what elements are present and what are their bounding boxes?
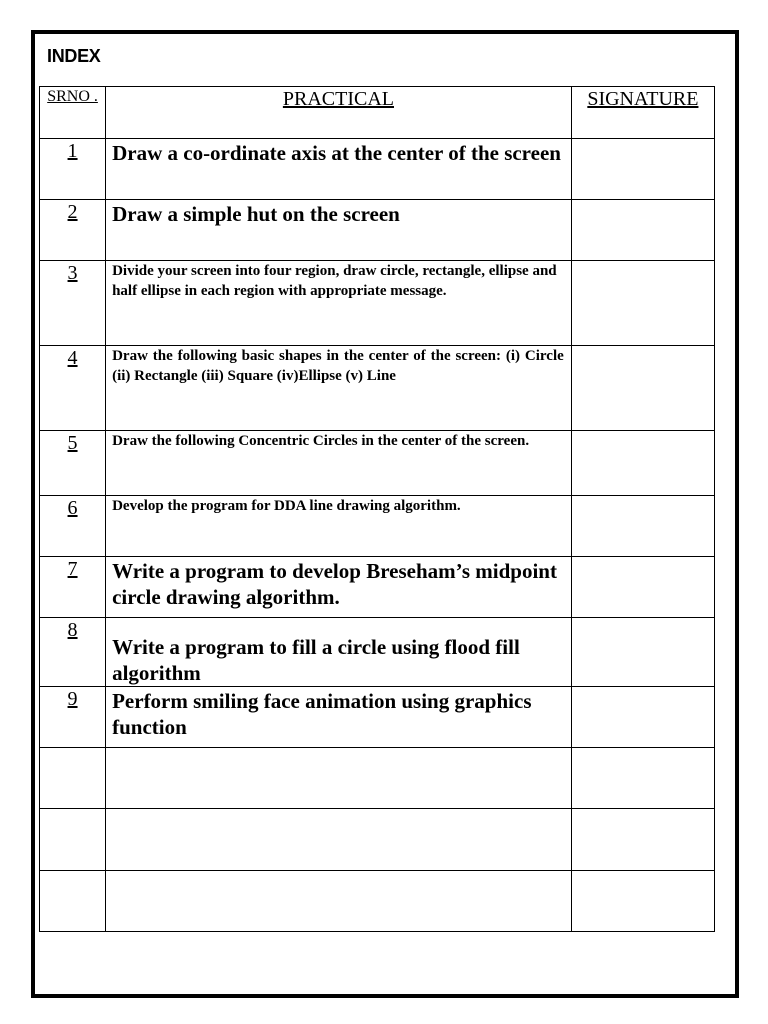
row-srno: 2 (40, 200, 106, 261)
header-srno: SRNO . (40, 87, 106, 139)
table-row (40, 809, 715, 871)
row-practical: Write a program to develop Breseham’s midpoint circle drawing algorithm. (106, 557, 572, 618)
table-header-row (40, 87, 715, 139)
page-title: INDEX (47, 46, 101, 66)
row-srno (40, 871, 106, 932)
row-signature (571, 809, 714, 871)
header-signature: SIGNATURE (571, 87, 714, 139)
row-practical: Perform smiling face animation using graphics function (106, 687, 572, 748)
table-row (40, 687, 715, 748)
table-row (40, 748, 715, 809)
row-practical: Draw the following Concentric Circles in the center of the screen. (106, 431, 572, 496)
row-signature (571, 139, 714, 200)
row-signature (571, 557, 714, 618)
row-signature (571, 748, 714, 809)
row-srno: 7 (40, 557, 106, 618)
table-row (40, 496, 715, 557)
table-row (40, 346, 715, 431)
row-practical: Draw a co-ordinate axis at the center of the screen (106, 139, 572, 200)
row-practical (106, 809, 572, 871)
row-srno: 6 (40, 496, 106, 557)
table-row (40, 139, 715, 200)
table-row (40, 200, 715, 261)
index-table (39, 86, 715, 932)
row-srno: 1 (40, 139, 106, 200)
row-practical (106, 871, 572, 932)
row-signature (571, 346, 714, 431)
row-practical: Draw a simple hut on the screen (106, 200, 572, 261)
row-practical: Write a program to fill a circle using flood fill algorithm (106, 618, 572, 687)
table-row (40, 431, 715, 496)
row-signature (571, 496, 714, 557)
row-srno: 9 (40, 687, 106, 748)
table-row (40, 261, 715, 346)
row-srno: 5 (40, 431, 106, 496)
row-srno (40, 748, 106, 809)
table-row (40, 871, 715, 932)
row-practical: Develop the program for DDA line drawing algorithm. (106, 496, 572, 557)
row-practical: Draw the following basic shapes in the center of the screen: (i) Circle (ii) Rectangle (iii) Square (iv)Ellipse (v) Line (106, 346, 572, 431)
row-signature (571, 871, 714, 932)
row-signature (571, 618, 714, 687)
table-row (40, 557, 715, 618)
row-signature (571, 431, 714, 496)
header-practical: PRACTICAL (106, 87, 572, 139)
table-row (40, 618, 715, 687)
row-srno: 4 (40, 346, 106, 431)
row-signature (571, 687, 714, 748)
row-srno (40, 809, 106, 871)
row-practical: Divide your screen into four region, draw circle, rectangle, ellipse and half ellipse in each region with appropriate message. (106, 261, 572, 346)
row-srno: 8 (40, 618, 106, 687)
row-signature (571, 200, 714, 261)
row-practical (106, 748, 572, 809)
row-srno: 3 (40, 261, 106, 346)
row-signature (571, 261, 714, 346)
